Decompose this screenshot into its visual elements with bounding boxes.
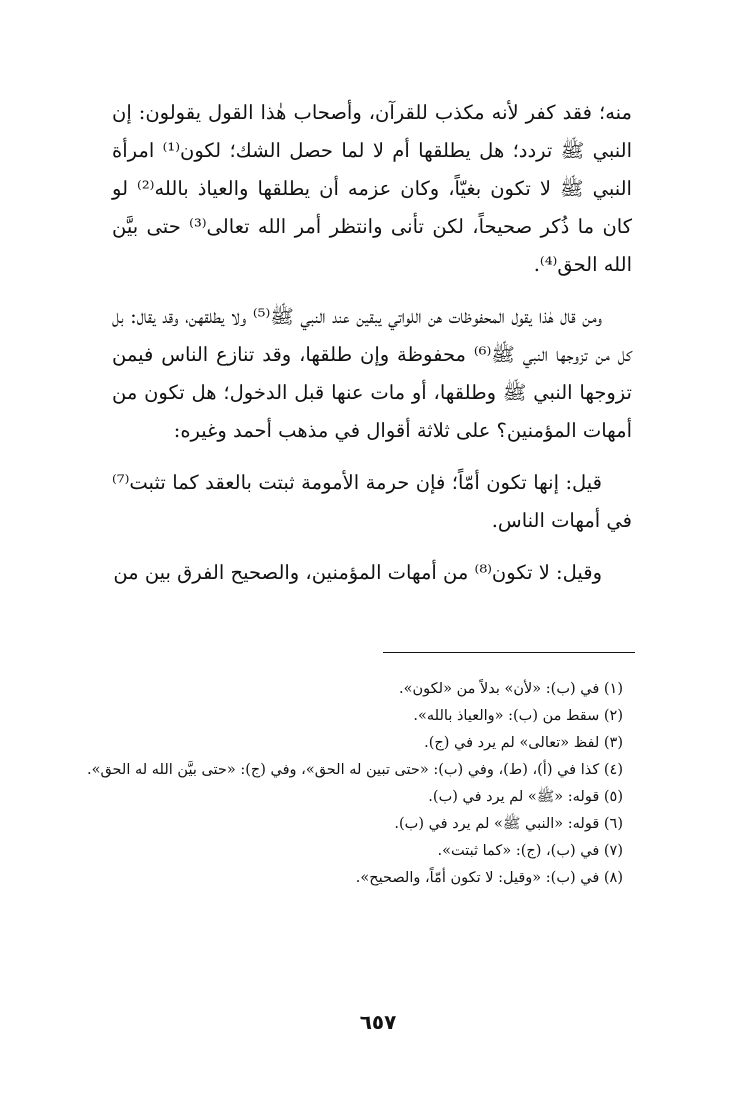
paragraph-1: منه؛ فقد كفر لأنه مكذب للقرآن، وأصحاب هٰذا القول يقولون: إن النبي ﷺ تردد؛ هل يطلقها أم لا لما حصل الشك؛ لكون⁽¹⁾ امرأة النبي ﷺ لا تكون بغيّاً، وكان عزمه أن يطلقها والعياذ بالله⁽²⁾ لو كان ما ذُكر صحيحاً، لكن تأنى وانتظر أمر الله تعالى⁽³⁾ حتى بيَّن الله الحق⁽⁴⁾. <box>112 101 632 276</box>
footnote-2: (٢) سقط من (ب): «والعياذ بالله». <box>413 708 623 724</box>
footnote-1: (١) في (ب): «لأن» بدلاً من «لكون». <box>399 681 623 697</box>
footnote-8: (٨) في (ب): «وقيل: لا تكون أمّاً، والصحيح». <box>355 870 623 886</box>
footnotes <box>82 676 637 892</box>
footnote-separator <box>383 652 635 653</box>
footnote-3: (٣) لفظ «تعالى» لم يرد في (ج). <box>424 735 623 751</box>
footnote-5: (٥) قوله: «ﷺ» لم يرد في (ب). <box>428 789 623 805</box>
page-number: ٦٥٧ <box>359 1010 397 1034</box>
footnote-4: (٤) كذا في (أ)، (ط)، وفي (ب): «حتى تبين له الحق»، وفي (ج): «حتى بيَّن الله له الحق». <box>86 762 623 778</box>
footnote-6: (٦) قوله: «النبي ﷺ» لم يرد في (ب). <box>394 816 623 832</box>
paragraph-2: ومن قال هٰذا يقول المحفوظات هن اللواتي يبقين عند النبي ﷺ⁽⁵⁾ ولا يطلقهن، وقد يقال: بل كل من تزوجها النبي ﷺ⁽⁶⁾ محفوظة وإن طلقها، وقد تنازع الناس فيمن تزوجها النبي ﷺ وطلقها، أو مات عنها قبل الدخول؛ هل تكون من أمهات المؤمنين؟ على ثلاثة أقوال في مذهب أحمد وغيره: <box>112 305 633 442</box>
main-text <box>112 94 632 606</box>
paragraph-3: قيل: إنها تكون أمّاً؛ فإن حرمة الأمومة ثبتت بالعقد كما تثبت⁽⁷⁾ في أمهات الناس. <box>112 471 632 532</box>
paragraph-4: وقيل: لا تكون⁽⁸⁾ من أمهات المؤمنين، والصحيح الفرق بين من <box>113 561 602 584</box>
footnote-7: (٧) في (ب)، (ج): «كما ثبتت». <box>437 843 623 859</box>
